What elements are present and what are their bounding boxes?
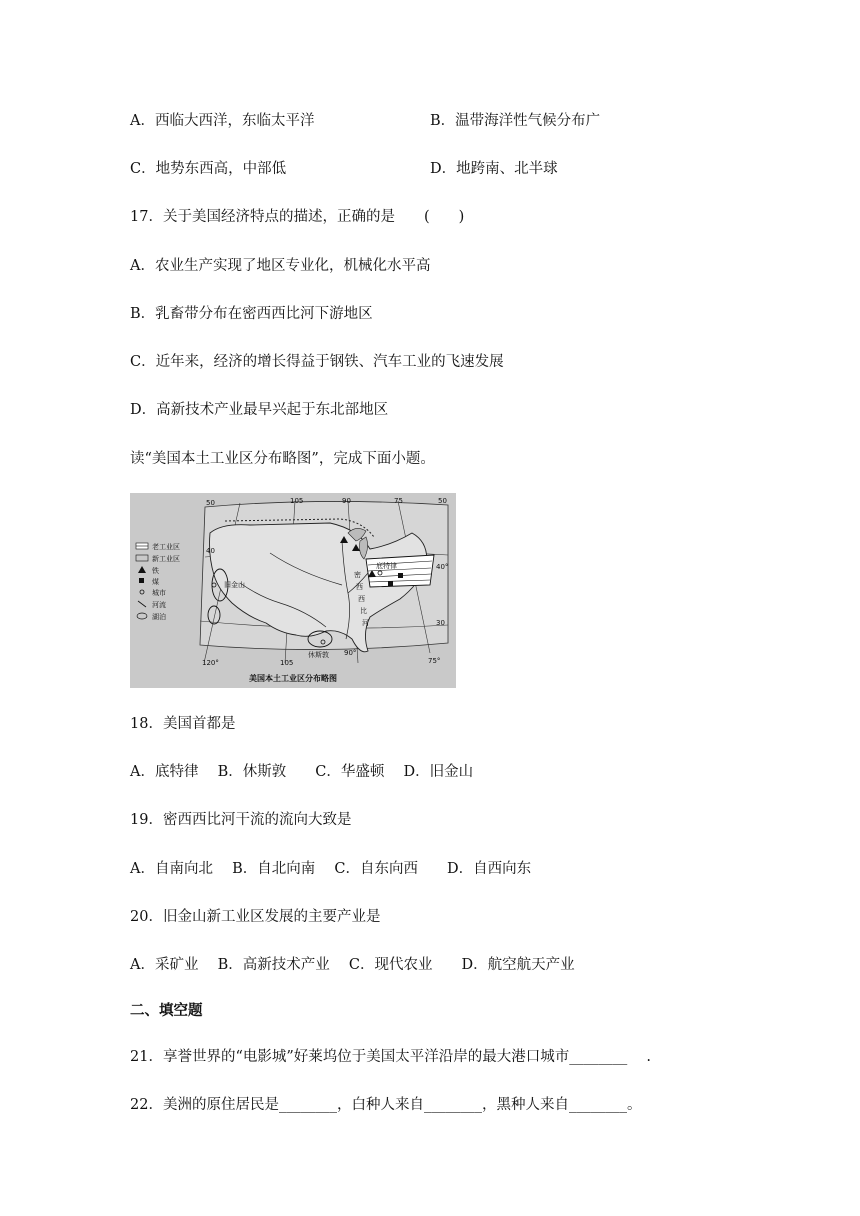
river-char-3: 西 [358,595,365,603]
lon-label-bottom-2: 105 [280,659,294,667]
legend-iron: 铁 [152,567,159,575]
river-char-1: 密 [354,571,361,579]
q16-option-a: A．西临大西洋，东临太平洋 [130,113,315,129]
legend-new-industry: 新工业区 [152,555,180,563]
q20-options: A．采矿业 B．高新技术产业 C．现代农业 D．航空航天产业 [130,957,575,973]
legend-coal: 煤 [152,578,159,586]
river-char-5: 河 [362,619,369,627]
q17-option-b: B．乳畜带分布在密西西比河下游地区 [130,306,373,322]
lat-label-3: 30 [436,619,445,627]
us-industrial-map [130,493,456,688]
q17-stem: 17．关于美国经济特点的描述，正确的是 ( ) [130,209,465,225]
label-detroit: 底特律 [376,562,397,570]
label-houston: 休斯敦 [308,651,329,659]
map-caption: 美国本土工业区分布略图 [249,674,337,683]
q16-option-c: C．地势东西高，中部低 [130,161,287,177]
question-22: 22．美洲的原住居民是________，白种人来自________，黑种人来自________。 [130,1097,642,1113]
legend-river: 河流 [152,601,166,609]
lon-label-bottom-4: 75° [428,657,441,665]
q17-option-a: A．农业生产实现了地区专业化，机械化水平高 [130,258,431,274]
lon-label-top-3: 90 [342,497,351,505]
q19-stem: 19．密西西比河干流的流向大致是 [130,812,352,828]
legend-old-industry: 老工业区 [152,543,180,551]
q19-options: A．自南向北 B．自北向南 C．自东向西 D．自西向东 [130,861,532,877]
lon-label-top-2: 105 [290,497,304,505]
label-san-francisco: 旧金山 [224,581,245,589]
lon-label-bottom-3: 90° [344,649,357,657]
map-intro: 读“美国本土工业区分布略图”，完成下面小题。 [130,451,435,467]
river-char-2: 西 [356,583,363,591]
question-21: 21．享誉世界的“电影城”好莱坞位于美国太平洋沿岸的最大港口城市________ . [130,1049,651,1065]
lon-label-bottom-1: 120° [202,659,219,667]
section-fill-in-heading: 二、填空题 [130,1002,203,1019]
q16-option-b: B．温带海洋性气候分布广 [430,113,601,129]
legend-lake: 湖泊 [152,613,166,621]
q18-options: A．底特律 B．休斯敦 C．华盛顿 D．旧金山 [130,764,474,780]
lon-label-top-4: 75 [394,497,403,505]
lat-label-1: 40 [206,547,215,555]
q16-option-d: D．地跨南、北半球 [430,161,558,177]
legend-city: 城市 [152,589,166,597]
lat-label-2: 40° [436,563,449,571]
q20-stem: 20．旧金山新工业区发展的主要产业是 [130,909,381,925]
lon-label-top-5: 50 [438,497,447,505]
q17-option-d: D．高新技术产业最早兴起于东北部地区 [130,402,389,418]
lon-label-top-1: 50 [206,499,215,507]
q18-stem: 18．美国首都是 [130,716,236,732]
river-char-4: 比 [360,607,367,615]
q17-option-c: C．近年来，经济的增长得益于钢铁、汽车工业的飞速发展 [130,354,504,370]
